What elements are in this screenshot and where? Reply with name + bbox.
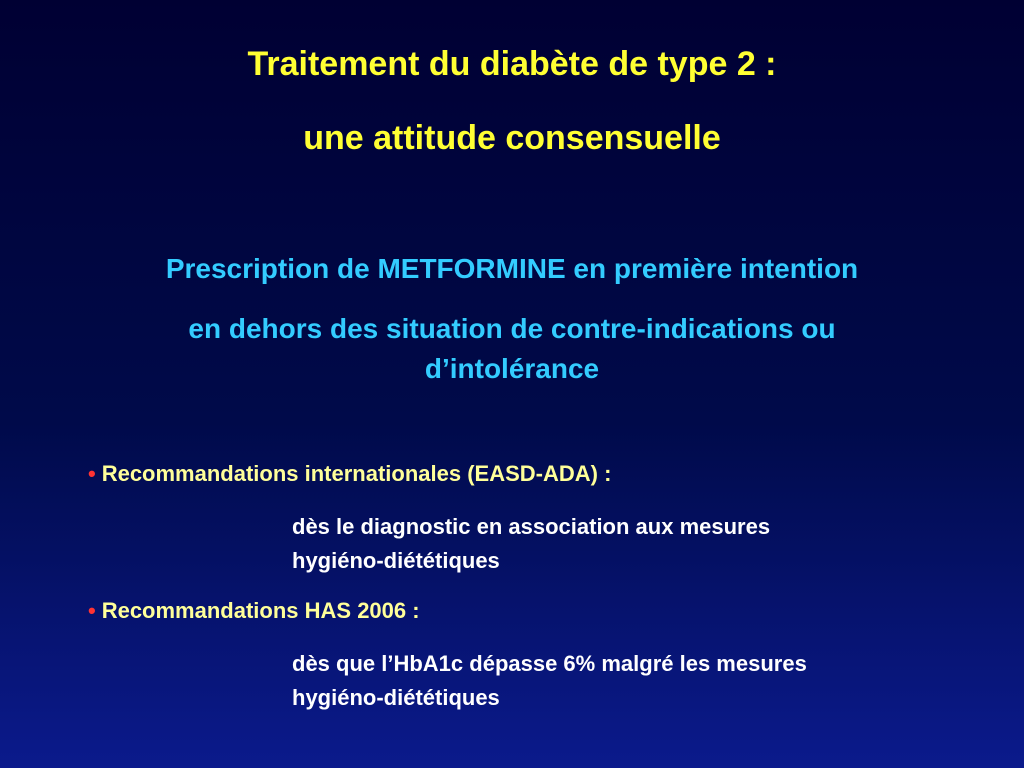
bullet-detail-line-1: dès que l’HbA1c dépasse 6% malgré les mesures (292, 651, 807, 676)
slide-title-line-1: Traitement du diabète de type 2 : (247, 45, 777, 83)
subtitle-line-3: d’intolérance (424, 353, 600, 384)
subtitle-line-2: en dehors des situation de contre-indications ou (188, 313, 836, 344)
bullet-detail-line-2: hygiéno-diététiques (292, 685, 500, 710)
bullet-has-2006 (88, 597, 420, 625)
subtitle-line-1: Prescription de METFORMINE en première intention (165, 253, 859, 284)
bullet-dot-icon: • (88, 598, 96, 623)
bullet-label: Recommandations HAS 2006 : (101, 598, 420, 623)
bullet-detail-line-1: dès le diagnostic en association aux mesures (292, 514, 771, 539)
bullet-international (88, 460, 611, 488)
slide-title-line-2: une attitude consensuelle (303, 119, 721, 157)
bullet-dot-icon: • (88, 461, 96, 486)
bullet-label: Recommandations internationales (EASD-ADA) : (101, 461, 612, 486)
bullet-detail-line-2: hygiéno-diététiques (292, 548, 500, 573)
